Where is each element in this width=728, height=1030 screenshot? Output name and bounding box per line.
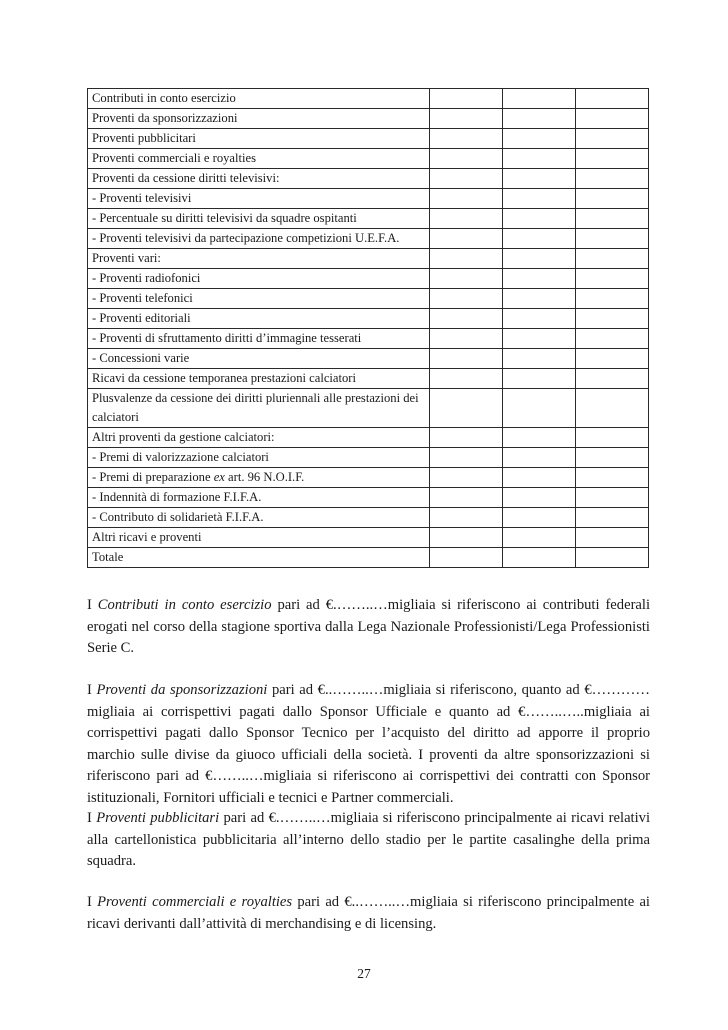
amount-cell: [503, 129, 576, 149]
row-label: - Indennità di formazione F.I.F.A.: [88, 488, 430, 508]
amount-cell: [503, 309, 576, 329]
page-number: 27: [357, 966, 371, 981]
amount-cell: [430, 169, 503, 189]
amount-cell: [503, 548, 576, 568]
table-row: [88, 309, 649, 329]
p2-text: pari ad €..……..…migliaia si riferiscono, quanto ad €…………migliaia ai corrispettivi pagati dallo Sponsor Ufficiale e quanto ad €……..…..migliaia ai corrispettivi pagati dallo Sponsor Tecnico per l’acquisto del diritto ad apporre il proprio marchio sulle divise da giuoco ufficiali della società. I proventi da altre sponsorizzazioni si riferiscono pari ad €……..…migliaia si riferiscono ai corrispettivi dei contratti con Sponsor istituzionali, Fornitori ufficiali e tecnici e Partner commerciali.: [87, 682, 650, 806]
p1-text: pari ad €.……..…migliaia si riferiscono ai contributi federali erogati nel corso della stagione sportiva dalla Lega Nazionale Professionisti/Lega Professionisti Serie C.: [87, 597, 651, 657]
amount-cell: [430, 109, 503, 129]
row-label: Totale: [88, 548, 430, 568]
amount-cell: [503, 229, 576, 249]
amount-cell: [503, 329, 576, 349]
table-row: [88, 89, 649, 109]
amount-cell: [503, 389, 576, 428]
amount-cell: [430, 369, 503, 389]
table-row: [88, 428, 649, 448]
amount-cell: [503, 428, 576, 448]
amount-cell: [576, 329, 649, 349]
row-label: - Proventi di sfruttamento diritti d’immagine tesserati: [88, 329, 430, 349]
row-label: Proventi commerciali e royalties: [88, 149, 430, 169]
amount-cell: [503, 209, 576, 229]
row-label: - Proventi televisivi: [88, 189, 430, 209]
amount-cell: [430, 89, 503, 109]
amount-cell: [576, 129, 649, 149]
amount-cell: [430, 448, 503, 468]
amount-cell: [430, 249, 503, 269]
amount-cell: [430, 149, 503, 169]
row-label: Ricavi da cessione temporanea prestazioni calciatori: [88, 369, 430, 389]
amount-cell: [576, 349, 649, 369]
paragraph-sponsorizzazioni: [87, 680, 650, 810]
amount-cell: [576, 149, 649, 169]
table-row: [88, 169, 649, 189]
amount-cell: [576, 289, 649, 309]
row-label-tail: art. 96 N.O.I.F.: [224, 470, 305, 484]
amount-cell: [576, 548, 649, 568]
p3-text: pari ad €.……..…migliaia si riferiscono principalmente ai ricavi relativi alla cartellonistica pubblicitaria all’interno dello stadio per le partite casalinghe della prima squadra.: [87, 810, 651, 870]
row-label: Proventi da cessione diritti televisivi:: [88, 169, 430, 189]
amount-cell: [576, 369, 649, 389]
amount-cell: [503, 508, 576, 528]
p2-term: Proventi da sponsorizzazioni: [96, 682, 268, 698]
row-label: Contributi in conto esercizio: [88, 89, 430, 109]
amount-cell: [576, 488, 649, 508]
paragraph-commerciali: [87, 892, 650, 935]
amount-cell: [430, 468, 503, 488]
amount-cell: [503, 289, 576, 309]
amount-cell: [576, 428, 649, 448]
amount-cell: [430, 309, 503, 329]
amount-cell: [430, 349, 503, 369]
p4-text: pari ad €..……..…migliaia si riferiscono principalmente ai ricavi derivanti dall’attività di merchandising e di licensing.: [87, 894, 650, 932]
amount-cell: [430, 508, 503, 528]
amount-cell: [503, 468, 576, 488]
amount-cell: [503, 369, 576, 389]
amount-cell: [576, 169, 649, 189]
amount-cell: [503, 189, 576, 209]
table-row: [88, 209, 649, 229]
amount-cell: [430, 209, 503, 229]
row-label: Altri proventi da gestione calciatori:: [88, 428, 430, 448]
p3-term: Proventi pubblicitari: [96, 810, 220, 826]
row-label: - Proventi telefonici: [88, 289, 430, 309]
p3-lead: I: [87, 810, 97, 826]
row-label: - Concessioni varie: [88, 349, 430, 369]
amount-cell: [576, 309, 649, 329]
table-row: [88, 189, 649, 209]
amount-cell: [576, 209, 649, 229]
amount-cell: [503, 249, 576, 269]
row-label: [88, 468, 430, 488]
table-row: [88, 329, 649, 349]
amount-cell: [576, 389, 649, 428]
row-label-text: - Premi di preparazione: [92, 470, 214, 484]
p4-term: Proventi commerciali e royalties: [97, 894, 293, 910]
row-label: - Premi di valorizzazione calciatori: [88, 448, 430, 468]
table-row: [88, 109, 649, 129]
table-row: [88, 528, 649, 548]
amount-cell: [430, 189, 503, 209]
amount-cell: [576, 528, 649, 548]
paragraph-contributi: [87, 595, 650, 660]
amount-cell: [503, 488, 576, 508]
p2-lead: I: [87, 682, 97, 698]
row-label: Proventi pubblicitari: [88, 129, 430, 149]
row-label: Proventi da sponsorizzazioni: [88, 109, 430, 129]
amount-cell: [430, 389, 503, 428]
amount-cell: [430, 548, 503, 568]
amount-cell: [576, 269, 649, 289]
amount-cell: [430, 269, 503, 289]
amount-cell: [576, 229, 649, 249]
amount-cell: [503, 89, 576, 109]
amount-cell: [503, 528, 576, 548]
amount-cell: [576, 249, 649, 269]
row-label: Plusvalenze da cessione dei diritti pluriennali alle prestazioni dei calciatori: [88, 389, 430, 428]
amount-cell: [430, 129, 503, 149]
row-label: Altri ricavi e proventi: [88, 528, 430, 548]
amount-cell: [430, 289, 503, 309]
table-row: [88, 349, 649, 369]
table-row: [88, 389, 649, 428]
table-row: [88, 508, 649, 528]
revenue-table: [87, 88, 649, 568]
amount-cell: [430, 329, 503, 349]
amount-cell: [430, 488, 503, 508]
table-row: [88, 229, 649, 249]
row-label: - Contributo di solidarietà F.I.F.A.: [88, 508, 430, 528]
amount-cell: [503, 349, 576, 369]
table-row: [88, 448, 649, 468]
amount-cell: [576, 189, 649, 209]
table-row: [88, 149, 649, 169]
row-label: Proventi vari:: [88, 249, 430, 269]
amount-cell: [503, 269, 576, 289]
amount-cell: [503, 109, 576, 129]
amount-cell: [430, 528, 503, 548]
row-label: - Proventi televisivi da partecipazione competizioni U.E.F.A.: [88, 229, 430, 249]
p1-lead: I: [87, 597, 98, 613]
revenue-table-body: [88, 89, 649, 568]
row-label-italic: ex: [213, 470, 225, 484]
amount-cell: [503, 169, 576, 189]
row-label: - Proventi radiofonici: [88, 269, 430, 289]
p1-term: Contributi in conto esercizio: [97, 597, 272, 613]
amount-cell: [430, 229, 503, 249]
table-row: [88, 129, 649, 149]
table-row: [88, 269, 649, 289]
amount-cell: [503, 448, 576, 468]
table-row: [88, 369, 649, 389]
amount-cell: [576, 508, 649, 528]
p4-lead: I: [87, 894, 98, 910]
table-row: [88, 249, 649, 269]
amount-cell: [503, 149, 576, 169]
row-label: - Proventi editoriali: [88, 309, 430, 329]
amount-cell: [576, 468, 649, 488]
row-label: - Percentuale su diritti televisivi da squadre ospitanti: [88, 209, 430, 229]
table-row: [88, 468, 649, 488]
paragraph-pubblicitari: [87, 808, 650, 873]
amount-cell: [576, 89, 649, 109]
table-row: [88, 488, 649, 508]
amount-cell: [576, 109, 649, 129]
table-row: [88, 289, 649, 309]
table-row: [88, 548, 649, 568]
amount-cell: [576, 448, 649, 468]
amount-cell: [430, 428, 503, 448]
